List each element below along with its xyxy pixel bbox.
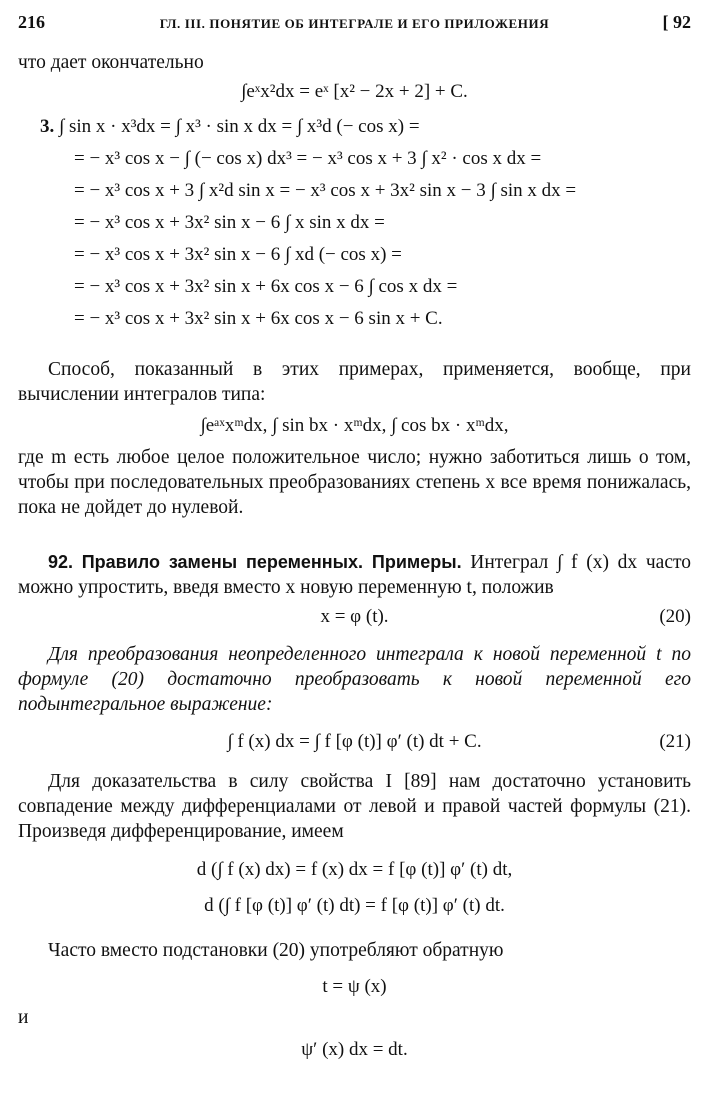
equation-20-row: [18, 602, 691, 632]
intro-text: что дает окончательно: [18, 52, 204, 73]
equation-final-example2: ∫eˣx²dx = eˣ [x² − 2x + 2] + C.: [241, 81, 468, 102]
equation-differential-1: d (∫ f (x) dx) = f (x) dx = f [φ (t)] φ′ (t) dt,: [196, 859, 513, 880]
derivation-line-text: ∫ sin x · x³dx = ∫ x³ · sin x dx = ∫ x³d (− cos x) =: [59, 116, 420, 137]
page-number: 216: [18, 12, 45, 32]
derivation-line: = − x³ cos x + 3x² sin x + 6x cos x − 6 sin x + C.: [74, 308, 443, 329]
equation-inverse: t = ψ (x): [322, 976, 387, 997]
derivation-line: = − x³ cos x + 3x² sin x + 6x cos x − 6 ∫ cos x dx =: [74, 276, 458, 297]
derivation-line: [18, 111, 691, 143]
derivation-line: = − x³ cos x − ∫ (− cos x) dx³ = − x³ cos x + 3 ∫ x² · cos x dx =: [74, 148, 542, 169]
equation-number-20: (20): [659, 606, 691, 627]
derivation-line: = − x³ cos x + 3x² sin x − 6 ∫ x sin x dx =: [74, 212, 385, 233]
example-3-derivation: [18, 111, 691, 335]
paragraph-inverse: Часто вместо подстановки (20) употребляют обратную: [48, 940, 504, 961]
section-92-paragraph: [18, 550, 691, 600]
section-intro-text: Интеграл ∫ f (x) dx часто можно упростить, введя вместо x новую переменную t, положив: [18, 552, 691, 598]
derivation-line: = − x³ cos x + 3 ∫ x²d sin x = − x³ cos x + 3x² sin x − 3 ∫ sin x dx =: [74, 180, 577, 201]
paragraph-method: Способ, показанный в этих примерах, применяется, вообще, при вычислении интегралов типа:: [18, 359, 691, 405]
example-label: 3.: [40, 116, 55, 137]
equation-21-row: [18, 727, 691, 757]
section-reference: [ 92: [662, 12, 691, 32]
equation-integral-types: ∫eᵃˣxᵐdx, ∫ sin bx · xᵐdx, ∫ cos bx · xᵐdx,: [200, 415, 509, 436]
section-title: Правило замены переменных. Примеры.: [81, 552, 462, 572]
paragraph-degree: где m есть любое целое положительное число; нужно заботиться лишь о том, чтобы при последовательных преобразованиях степень x все время понижалась, пока не дойдет до нулевой.: [18, 447, 691, 518]
equation-number-21: (21): [659, 731, 691, 752]
paragraph-proof: Для доказательства в силу свойства I [89] нам достаточно установить совпадение между дифференциалами от левой и правой частей формулы (21). Произведя дифференцирование, имеем: [18, 771, 691, 842]
equation-differential-2: d (∫ f [φ (t)] φ′ (t) dt) = f [φ (t)] φ′ (t) dt.: [204, 895, 505, 916]
equation-20: x = φ (t).: [320, 606, 389, 627]
equation-21: ∫ f (x) dx = ∫ f [φ (t)] φ′ (t) dt + C.: [227, 731, 482, 752]
section-number: 92.: [48, 552, 74, 572]
conjunction-and: и: [18, 1007, 29, 1028]
page-header: [18, 0, 691, 40]
derivation-line: = − x³ cos x + 3x² sin x − 6 ∫ xd (− cos x) =: [74, 244, 402, 265]
substitution-rule: Для преобразования неопределенного интеграла к новой переменной t по формуле (20) достаточно преобразовать к новой переменной его подынтегральное выражение:: [18, 644, 691, 715]
equation-last: ψ′ (x) dx = dt.: [301, 1039, 408, 1060]
running-title: ГЛ. III. ПОНЯТИЕ ОБ ИНТЕГРАЛЕ И ЕГО ПРИЛОЖЕНИЯ: [159, 16, 550, 31]
